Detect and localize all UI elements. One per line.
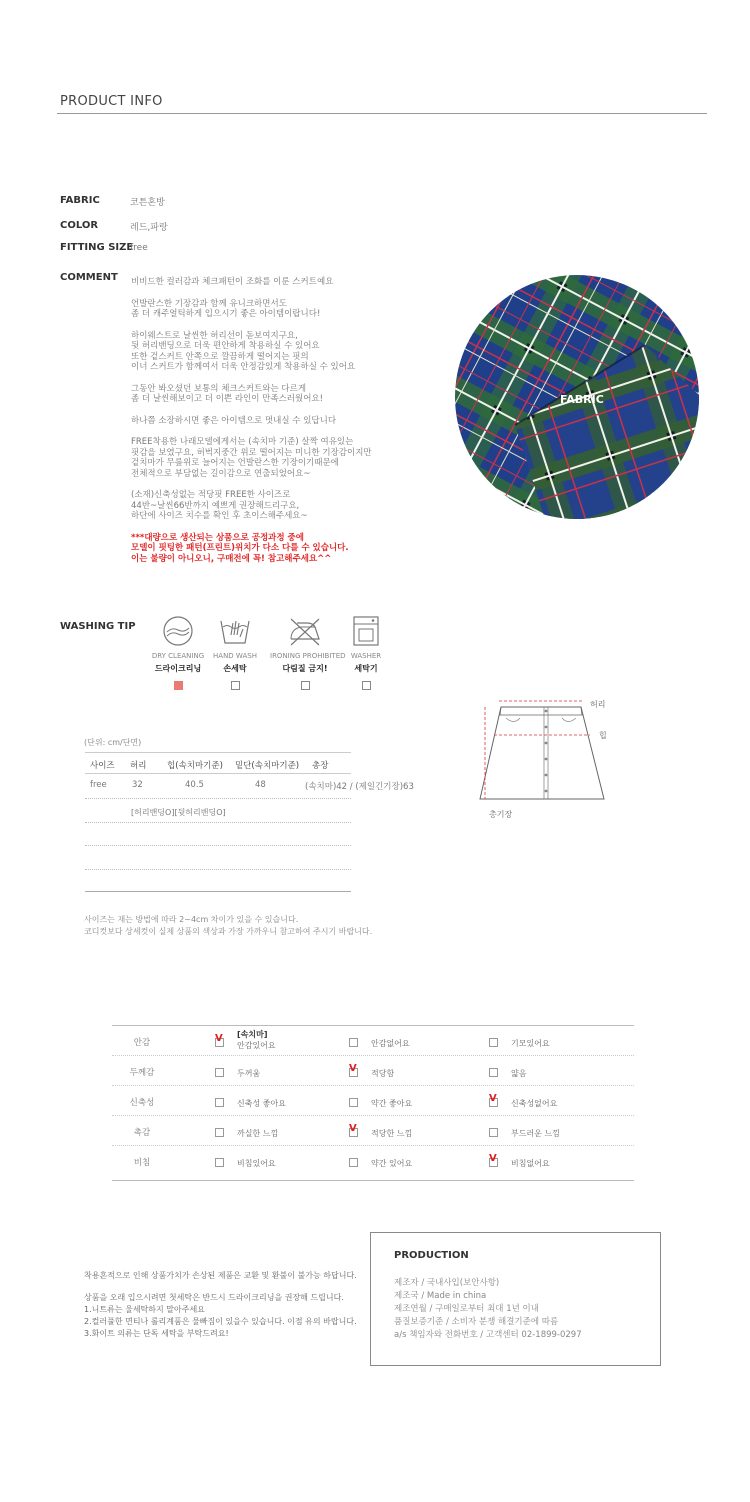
row-divider bbox=[85, 869, 351, 870]
skirt-diagram-icon bbox=[470, 695, 630, 815]
feel-option-label: 안감없어요 bbox=[371, 1039, 410, 1048]
row-divider bbox=[85, 845, 351, 846]
check-mark-icon: V bbox=[349, 1123, 357, 1134]
page-title: PRODUCT INFO bbox=[60, 94, 163, 109]
wash-ko-label: 드라이크리닝 bbox=[154, 664, 202, 673]
care-line: 1.니트류는 울세탁하지 말아주세요 bbox=[84, 1305, 205, 1314]
production-line: a/s 책임자와 전화번호 / 고객센터 02-1899-0297 bbox=[394, 1330, 582, 1340]
feel-option-label: 신축성없어요 bbox=[511, 1099, 558, 1108]
size-table-bottom-rule bbox=[85, 891, 351, 892]
feel-table-bottom-rule bbox=[112, 1180, 634, 1181]
feel-option-label: 안감있어요 bbox=[237, 1041, 276, 1050]
feel-checkbox[interactable] bbox=[489, 1128, 498, 1137]
size-notes bbox=[84, 914, 372, 938]
size-note-line: 사이즈는 재는 방법에 따라 2~4cm 차이가 있을 수 있습니다. bbox=[84, 915, 299, 924]
size-col-header: 밑단(속치마기준) bbox=[235, 761, 300, 771]
wash-ko-label: 다림질 금지! bbox=[282, 664, 328, 673]
feel-row bbox=[112, 1026, 634, 1056]
feel-checkbox[interactable] bbox=[215, 1128, 224, 1137]
feel-checkbox[interactable] bbox=[215, 1033, 224, 1047]
feel-option-label: 두꺼움 bbox=[237, 1069, 261, 1078]
comment-paragraph: 하나쯤 소장하시면 좋은 아이템으로 멋내실 수 있답니다 bbox=[131, 415, 337, 426]
care-line: 3.화이트 의류는 단독 세탁을 부탁드려요! bbox=[84, 1329, 229, 1338]
size-band-note: [허리밴딩O][뒷허리밴딩O] bbox=[131, 808, 226, 817]
feel-checkbox[interactable] bbox=[349, 1098, 358, 1107]
production-line: 제조국 / Made in china bbox=[394, 1291, 487, 1301]
feel-checkbox[interactable] bbox=[215, 1068, 224, 1077]
feel-row bbox=[112, 1146, 634, 1176]
wash-ironing-prohibited bbox=[270, 615, 346, 690]
wash-en-label: HAND WASH bbox=[213, 652, 257, 660]
comment-paragraph: (소재)신축성없는 적당핏 FREE한 사이즈로 44반~날씬66반까지 예쁘게 권장해드리구요, 하단에 사이즈 치수를 확인 후 초이스해주세요~ bbox=[131, 490, 308, 521]
size-cell: free bbox=[90, 780, 107, 790]
size-table-header bbox=[85, 752, 351, 774]
hand-wash-icon bbox=[218, 615, 252, 647]
feel-checkbox[interactable] bbox=[349, 1123, 358, 1137]
row-divider bbox=[85, 822, 351, 823]
fitting-size-value: free bbox=[130, 243, 148, 253]
care-line: 상품을 오래 입으시려면 첫세탁은 반드시 드라이크리닝을 권장해 드립니다. bbox=[84, 1293, 344, 1302]
feel-category: 신축성 bbox=[129, 1098, 155, 1108]
check-mark-icon: V bbox=[215, 1033, 223, 1044]
inner-skirt-note: [속치마] bbox=[237, 1030, 268, 1039]
ironing-prohibited-icon bbox=[287, 615, 323, 647]
comment-paragraph: 비비드한 컬러감과 체크패턴이 조화를 이룬 스커트예요 bbox=[131, 277, 334, 287]
size-col-header: 허리 bbox=[130, 761, 147, 771]
size-col-header: 사이즈 bbox=[90, 761, 115, 771]
production-line: 제조연월 / 구매일로부터 최대 1년 이내 bbox=[394, 1304, 539, 1314]
check-mark-icon: V bbox=[489, 1093, 497, 1104]
size-cell: (속치마)42 / (제일긴기장)63 bbox=[305, 782, 414, 792]
feel-option-label: 약간 있어요 bbox=[371, 1159, 413, 1168]
production-line: 품질보증기준 / 소비자 분쟁 해결기준에 따름 bbox=[394, 1317, 559, 1327]
comment-paragraph: 하이웨스트로 날씬한 허리선이 돋보여지구요, 뒷 허리밴딩으로 더욱 편안하게 착용하실 수 있어요 또한 겉스커트 안쪽으로 깔끔하게 떨어지는 핏의 이너 스커트가 함께여서 더욱 안정감있게 착용하실 수 있어요 bbox=[131, 330, 356, 372]
care-line: 착용흔적으로 인해 상품가치가 손상된 제품은 교환 및 환불이 불가능 하답니다. bbox=[84, 1271, 357, 1280]
fabric-value: 코튼혼방 bbox=[130, 198, 165, 208]
feel-option-label: 부드러운 느낌 bbox=[511, 1129, 560, 1138]
check-mark-icon: V bbox=[489, 1153, 497, 1164]
size-table bbox=[85, 752, 414, 798]
washer-icon bbox=[349, 615, 383, 647]
feel-checkbox[interactable] bbox=[489, 1068, 498, 1077]
production-line: 제조자 / 국내사입(보안사항) bbox=[394, 1278, 500, 1288]
color-value: 레드,파랑 bbox=[130, 223, 168, 233]
feel-checkbox[interactable] bbox=[349, 1038, 358, 1047]
size-col-header: 힙(속치마기준) bbox=[167, 761, 223, 771]
feel-category: 촉감 bbox=[133, 1128, 151, 1138]
feel-option-label: 기모있어요 bbox=[511, 1039, 550, 1048]
feel-checkbox[interactable] bbox=[215, 1158, 224, 1167]
dry-cleaning-icon bbox=[161, 615, 195, 647]
wash-en-label: WASHER bbox=[350, 652, 382, 660]
production-title: PRODUCTION bbox=[394, 1250, 469, 1261]
feel-row bbox=[112, 1116, 634, 1146]
feel-category: 안감 bbox=[133, 1038, 151, 1048]
header-divider bbox=[57, 113, 707, 114]
size-table-row bbox=[85, 774, 414, 798]
size-unit: (단위: cm/단면) bbox=[84, 738, 142, 747]
feel-checkbox[interactable] bbox=[489, 1093, 498, 1107]
feel-checkbox[interactable] bbox=[489, 1038, 498, 1047]
skirt-length-label: 총기장 bbox=[489, 810, 513, 819]
feel-checkbox[interactable] bbox=[215, 1098, 224, 1107]
skirt-waist-label: 허리 bbox=[590, 700, 606, 709]
production-details bbox=[394, 1277, 582, 1342]
size-note-line: 코디컷보다 상세컷이 실제 상품의 색상과 가장 가까우니 참고하여 주시기 바랍니다. bbox=[84, 927, 373, 936]
wash-checkbox[interactable] bbox=[231, 681, 240, 690]
size-cell: 40.5 bbox=[185, 780, 204, 790]
fabric-label: FABRIC bbox=[60, 195, 100, 206]
feel-option-label: 약간 좋아요 bbox=[371, 1099, 413, 1108]
feel-option-label: 얇음 bbox=[511, 1069, 527, 1078]
color-label: COLOR bbox=[60, 220, 99, 231]
feel-option-label: 적당함 bbox=[371, 1069, 395, 1078]
wash-ko-label: 세탁기 bbox=[354, 664, 378, 673]
feel-row bbox=[112, 1056, 634, 1086]
skirt-hip-label: 힙 bbox=[599, 731, 607, 740]
feel-checkbox[interactable] bbox=[489, 1153, 498, 1167]
feel-checkbox[interactable] bbox=[349, 1063, 358, 1077]
feel-category: 비침 bbox=[133, 1158, 151, 1168]
feel-option-label: 적당한 느낌 bbox=[371, 1129, 413, 1138]
size-col-header: 총장 bbox=[312, 761, 329, 771]
fitting-size-label: FITTING SIZE bbox=[60, 242, 134, 253]
comment-paragraph: 언발란스한 기장감과 함께 유니크하면서도 좀 더 캐주얼틱하게 입으시기 좋은 아이템이랍니다! bbox=[131, 298, 321, 319]
feel-option-label: 비침없어요 bbox=[511, 1159, 550, 1168]
feel-option-label: 비침있어요 bbox=[237, 1159, 276, 1168]
comment-body bbox=[131, 277, 431, 575]
feel-category: 두께감 bbox=[129, 1068, 155, 1078]
wash-checkbox[interactable] bbox=[301, 681, 310, 690]
wash-en-label: IRONING PROHIBITED bbox=[270, 652, 346, 660]
feel-option-label: 까실한 느낌 bbox=[237, 1129, 279, 1138]
wash-ko-label: 손세탁 bbox=[223, 664, 247, 673]
feel-checkbox[interactable] bbox=[349, 1158, 358, 1167]
fabric-swatch-label: FABRIC bbox=[560, 393, 604, 406]
comment-paragraph: FREE착용한 나래모델에게서는 (속치마 기준) 살짝 여유있는 핏감을 보였구요, 허벅지중간 위로 떨어지는 미니한 기장감이지만 겉치마가 무릎위로 늘어지는 언발란스한 기장이기때문에 전체적으로 부담없는 길이감으로 연출되었어요~ bbox=[131, 437, 372, 479]
row-divider bbox=[85, 798, 351, 799]
care-notes bbox=[84, 1270, 357, 1340]
comment-warning: ***대량으로 생산되는 상품으로 공정과정 중에 모델이 핏팅한 패턴(프린트)위치가 다소 다를 수 있습니다. 이는 불량이 아니오니, 구매전에 꼭! 참고해주세요^^ bbox=[131, 532, 349, 564]
check-mark-icon: V bbox=[349, 1063, 357, 1074]
comment-label: COMMENT bbox=[60, 272, 118, 283]
wash-en-label: DRY CLEANING bbox=[151, 652, 205, 660]
wash-checkbox[interactable] bbox=[174, 681, 183, 690]
washing-tip-title: WASHING TIP bbox=[60, 621, 136, 632]
wash-washer bbox=[331, 615, 401, 690]
size-cell: 32 bbox=[132, 780, 143, 790]
feel-option-label: 신축성 좋아요 bbox=[237, 1099, 286, 1108]
wash-checkbox[interactable] bbox=[362, 681, 371, 690]
feel-row bbox=[112, 1086, 634, 1116]
wash-hand-wash bbox=[200, 615, 270, 690]
comment-paragraph: 그동안 봐오셨던 보통의 체크스커트와는 다르게 좀 더 날씬해보이고 더 이쁜 라인이 만족스러웠어요! bbox=[131, 383, 324, 404]
size-cell: 48 bbox=[255, 780, 266, 790]
care-line: 2.컬러풀한 면티나 롤리계품은 물빠짐이 있을수 있습니다. 이점 유의 바랍니다. bbox=[84, 1317, 357, 1326]
